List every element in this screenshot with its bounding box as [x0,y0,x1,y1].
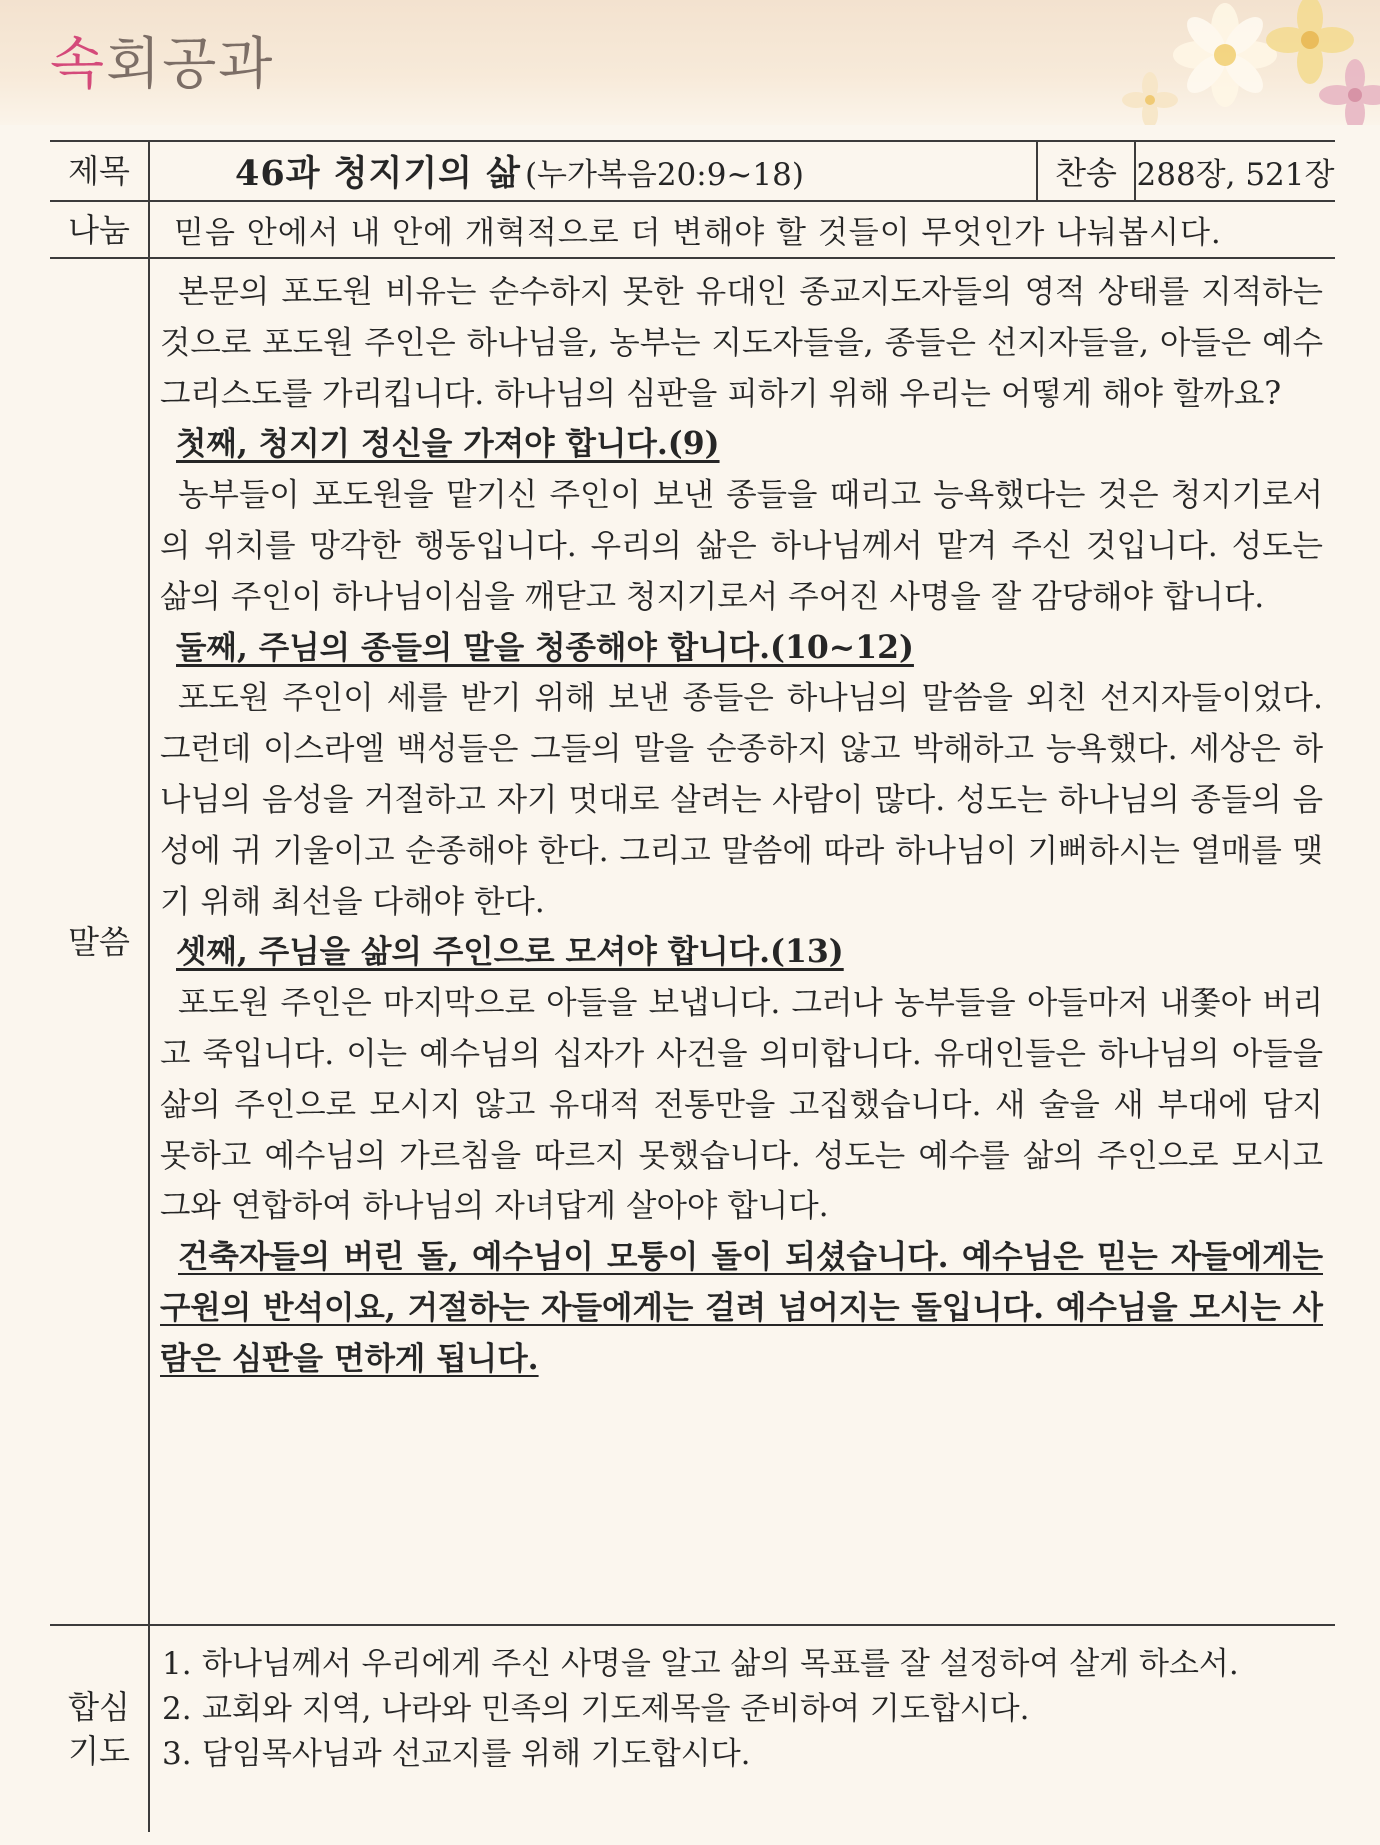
list-item [162,1732,1323,1777]
prayer-label-line2: 기도 [68,1732,130,1770]
hymn-value: 288장, 521장 [1136,156,1335,193]
title-rest: 회공과 [106,32,275,97]
item-number: 2. [162,1691,192,1727]
intro-paragraph: 본문의 포도원 비유는 순수하지 못한 유대인 종교지도자들의 영적 상태를 지적하는 것으로 포도원 주인은 하나님을, 농부는 지도자들을, 종들은 선지자들을, 아들은 예수 그리스도를 가리킵니다. 하나님의 심판을 피하기 위해 우리는 어떻게 해야 할까요? [160,274,1323,412]
flower-decoration [960,0,1380,125]
lesson-title: 46과 청지기의 삶 [235,153,521,194]
section-heading: 셋째, 주님을 삶의 주인으로 모셔야 합니다.(13) [176,933,844,971]
section-paragraph: 포도원 주인이 세를 받기 위해 보낸 종들은 하나님의 말씀을 외친 선지자들이었다. 그런데 이스라엘 백성들은 그들의 말을 순종하지 않고 박해하고 능욕했다. 세상은 하나님의 음성을 거절하고 자기 멋대로 살려는 사람이 많다. 성도는 하나님의 종들의 음성에 귀 기울이고 순종해야 한다. 그리고 말씀에 따라 하나님이 기뻐하시는 열매를 맺기 위해 최선을 다해야 한다. [160,680,1323,920]
prayer-list [150,1626,1335,1832]
scripture-reference: (누가복음20:9~18) [524,156,804,193]
hymn-label: 찬송 [1038,142,1136,200]
item-text: 하나님께서 우리에게 주신 사명을 알고 삶의 목표를 잘 설정하여 살게 하소서. [202,1646,1239,1682]
item-number: 1. [162,1646,192,1682]
word-label: 말씀 [50,259,150,1624]
prayer-label-line1: 합심 [68,1688,130,1726]
title-label: 제목 [50,142,150,200]
title-accent: 속 [50,32,107,97]
share-row [50,202,1335,259]
list-item [162,1687,1323,1732]
item-text: 담임목사님과 선교지를 위해 기도합시다. [202,1736,751,1772]
prayer-row [50,1626,1335,1832]
page-title [50,20,274,100]
title-cell [150,142,1038,200]
closing-text: 건축자들의 버린 돌, 예수님이 모퉁이 돌이 되셨습니다. 예수님은 믿는 자들에게는 구원의 반석이요, 거절하는 자들에게는 걸려 넘어지는 돌입니다. 예수님을 모시는 사람은 심판을 면하게 됩니다. [160,1238,1323,1377]
share-label: 나눔 [50,202,150,257]
title-row [50,142,1335,202]
word-row [50,259,1335,1626]
item-text: 교회와 지역, 나라와 민족의 기도제목을 준비하여 기도합시다. [202,1691,1030,1727]
section-heading: 첫째, 청지기 정신을 가져야 합니다.(9) [176,425,720,463]
section-paragraph: 포도원 주인은 마지막으로 아들을 보냅니다. 그러나 농부들을 아들마저 내쫓아 버리고 죽입니다. 이는 예수님의 십자가 사건을 의미합니다. 유대인들은 하나님의 아들을 삶의 주인으로 모시지 않고 유대적 전통만을 고집했습니다. 새 술을 새 부대에 담지 못하고 예수님의 가르침을 따르지 못했습니다. 성도는 예수를 삶의 주인으로 모시고 그와 연합하여 하나님의 자녀답게 살아야 합니다. [160,985,1323,1225]
header-banner [0,0,1380,125]
list-item [162,1642,1323,1687]
closing-statement [160,1232,1323,1384]
share-text: 믿음 안에서 내 안에 개혁적으로 더 변해야 할 것들이 무엇인가 나눠봅시다. [174,215,1222,251]
section-heading: 둘째, 주님의 종들의 말을 청종해야 합니다.(10~12) [176,628,914,666]
section-paragraph: 농부들이 포도원을 맡기신 주인이 보낸 종들을 때리고 능욕했다는 것은 청지기로서의 위치를 망각한 행동입니다. 우리의 삶은 하나님께서 맡겨 주신 것입니다. 성도는 삶의 주인이 하나님이심을 깨닫고 청지기로서 주어진 사명을 잘 감당해야 합니다. [160,477,1323,615]
item-number: 3. [162,1736,192,1772]
prayer-label [50,1626,150,1832]
lesson-table [50,140,1335,1832]
word-body [150,259,1335,1624]
